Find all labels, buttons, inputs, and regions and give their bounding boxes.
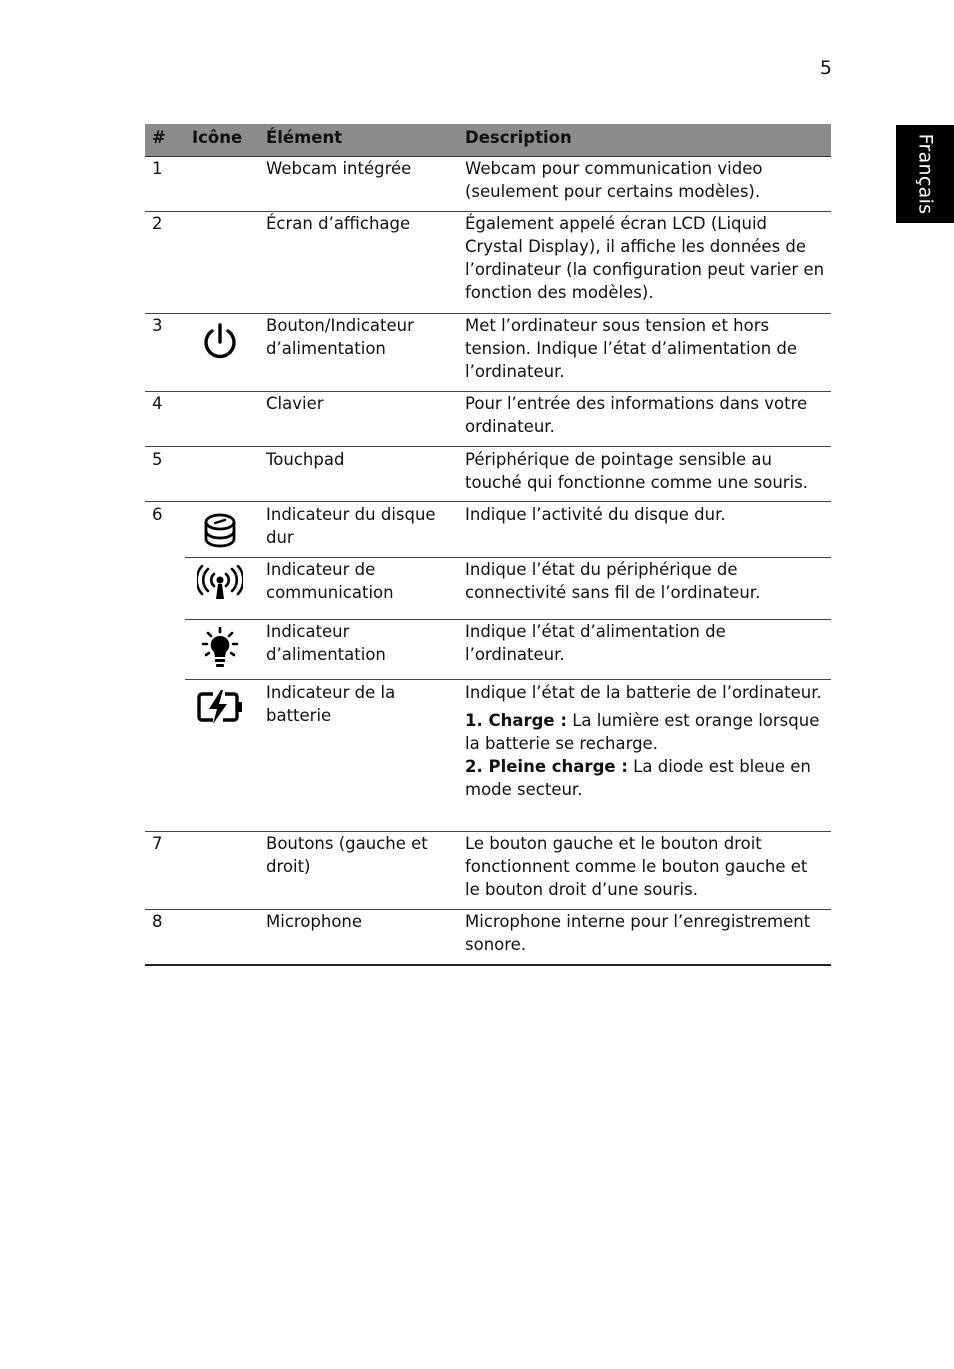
language-tab — [896, 125, 954, 223]
table-bottom-rule — [145, 964, 831, 966]
battery-charge-note — [465, 709, 827, 801]
row-number: 1 — [152, 159, 163, 178]
row-number: 2 — [152, 214, 163, 233]
full-charge-label: 2. Pleine charge : — [465, 757, 628, 776]
row-divider — [145, 501, 831, 502]
row-description: Le bouton gauche et le bouton droit fonctionnent comme le bouton gauche et le bouton droit d’une souris. — [465, 834, 808, 899]
row-element: Indicateur de la batterie — [266, 683, 396, 725]
row-number: 4 — [152, 394, 163, 413]
row-description: Également appelé écran LCD (Liquid Crystal Display), il affiche les données de l’ordinateur (la configuration peut varier en fonction des modèles). — [465, 214, 825, 302]
row-description: Webcam pour communication video (seulement pour certains modèles). — [465, 159, 763, 201]
row-divider — [185, 679, 831, 680]
page-number: 5 — [819, 57, 832, 79]
row-description: Met l’ordinateur sous tension et hors tension. Indique l’état d’alimentation de l’ordinateur. — [465, 316, 798, 381]
row-element: Microphone — [266, 912, 363, 931]
row-number: 5 — [152, 450, 163, 469]
row-description: Indique l’état d’alimentation de l’ordinateur. — [465, 622, 726, 664]
row-element: Bouton/Indicateur d’alimentation — [266, 316, 414, 358]
row-element: Indicateur du disque dur — [266, 505, 436, 547]
row-number: 3 — [152, 316, 163, 335]
row-description — [465, 681, 827, 801]
row-description: Périphérique de pointage sensible au touché qui fonctionne comme une souris. — [465, 450, 808, 492]
hdd-icon — [185, 512, 255, 550]
wireless-icon — [185, 565, 255, 605]
row-divider — [145, 446, 831, 447]
table-header — [145, 124, 831, 157]
header-description: Description — [465, 128, 572, 147]
row-description: Microphone interne pour l’enregistrement sonore. — [465, 912, 811, 954]
row-number: 8 — [152, 912, 163, 931]
charge-label: 1. Charge : — [465, 711, 567, 730]
battery-icon — [185, 689, 255, 725]
row-number: 7 — [152, 834, 163, 853]
charge-text: La lumière est orange lorsque la batterie se recharge. — [465, 711, 820, 753]
row-element: Clavier — [266, 394, 324, 413]
language-tab-label: Français — [914, 133, 936, 215]
battery-description: Indique l’état de la batterie de l’ordinateur. — [465, 683, 822, 702]
row-description: Pour l’entrée des informations dans votre ordinateur. — [465, 394, 808, 436]
row-description: Indique l’état du périphérique de connectivité sans fil de l’ordinateur. — [465, 560, 761, 602]
header-element: Élément — [266, 128, 343, 147]
full-charge-text: La diode est bleue en mode secteur. — [465, 757, 811, 799]
row-element: Indicateur de communication — [266, 560, 394, 602]
header-icon: Icône — [192, 128, 243, 147]
row-description: Indique l’activité du disque dur. — [465, 505, 726, 524]
row-element: Boutons (gauche et droit) — [266, 834, 428, 876]
row-element: Touchpad — [266, 450, 345, 469]
power-light-icon — [185, 627, 255, 669]
header-num: # — [152, 128, 166, 147]
power-icon — [185, 322, 255, 362]
row-element: Webcam intégrée — [266, 159, 412, 178]
row-element: Indicateur d’alimentation — [266, 622, 386, 664]
row-number: 6 — [152, 505, 163, 524]
row-element: Écran d’affichage — [266, 214, 411, 233]
